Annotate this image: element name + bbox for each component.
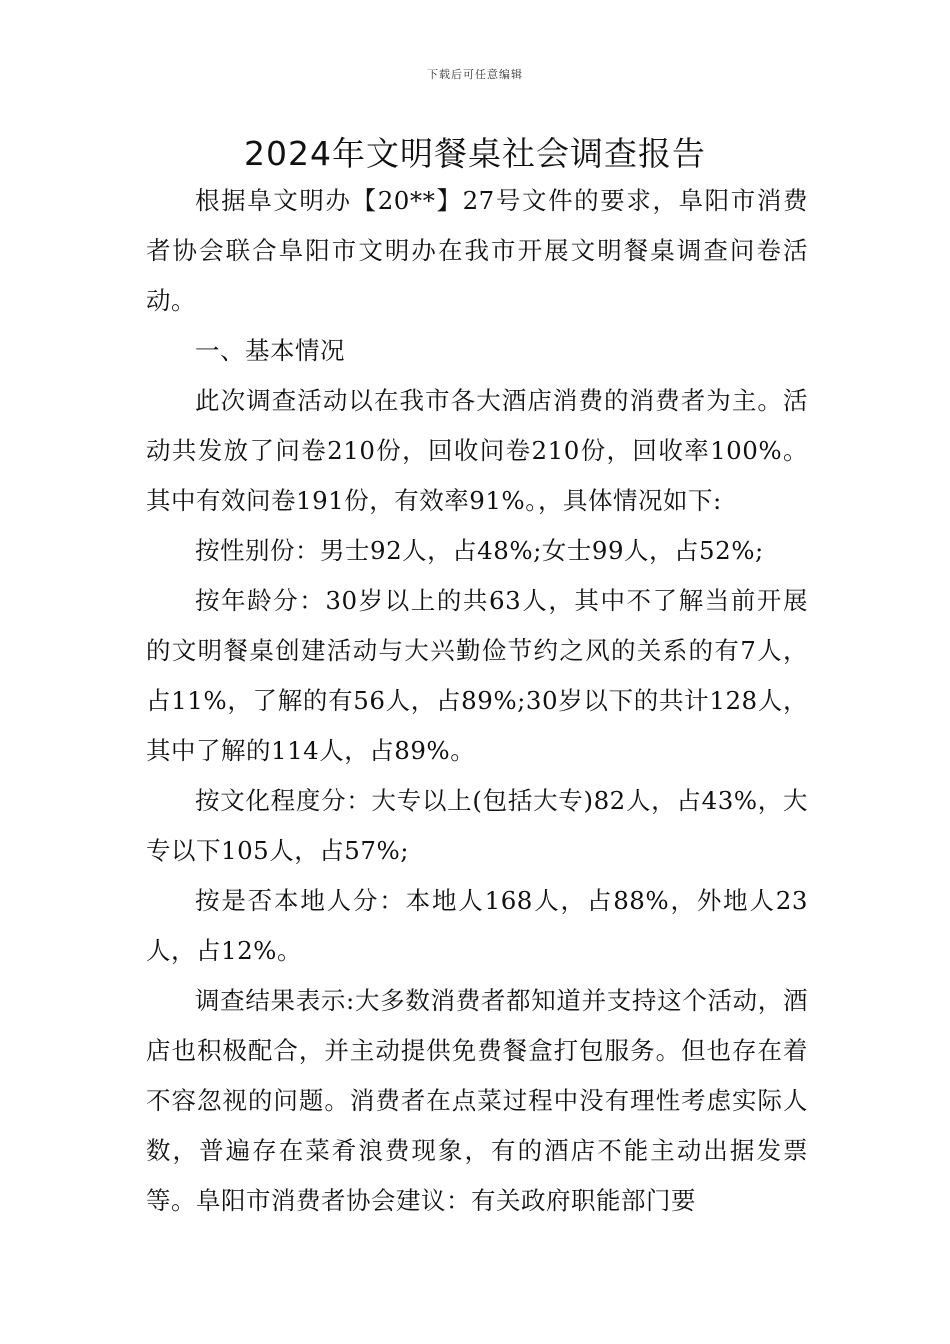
paragraph-survey-results: 调查结果表示:大多数消费者都知道并支持这个活动，酒店也积极配合，并主动提供免费餐盒打包服务。但也存在着不容忽视的问题。消费者在点菜过程中没有理性考虑实际人数，普遍存在菜肴浪费现象，有的酒店不能主动出据发票等。阜阳市消费者协会建议：有关政府职能部门要 bbox=[146, 986, 808, 1215]
paragraph-survey-overview: 此次调查活动以在我市各大酒店消费的消费者为主。活动共发放了问卷210份，回收问卷210份，回收率100%。其中有效问卷191份，有效率91%。，具体情况如下: bbox=[146, 386, 808, 515]
paragraph-by-education: 按文化程度分：大专以上(包括大专)82人，占43%，大专以下105人，占57%; bbox=[146, 786, 808, 865]
section-heading-basic-situation: 一、基本情况 bbox=[195, 336, 345, 365]
paragraph-by-age: 按年龄分：30岁以上的共63人，其中不了解当前开展的文明餐桌创建活动与大兴勤俭节约之风的关系的有7人，占11%，了解的有56人，占89%;30岁以下的共计128人，其中了解的114人，占89%。 bbox=[146, 586, 808, 765]
page-header-note: 下载后可任意编辑 bbox=[427, 68, 523, 81]
document-title: 2024年文明餐桌社会调查报告 bbox=[244, 134, 706, 173]
paragraph-by-gender: 按性别份：男士92人，占48%;女士99人，占52%; bbox=[195, 536, 764, 565]
document-body bbox=[146, 176, 808, 1226]
paragraph-intro: 根据阜文明办【20**】27号文件的要求，阜阳市消费者协会联合阜阳市文明办在我市开展文明餐桌调查问卷活动。 bbox=[146, 186, 808, 315]
paragraph-by-locality: 按是否本地人分：本地人168人，占88%，外地人23人，占12%。 bbox=[146, 886, 808, 965]
